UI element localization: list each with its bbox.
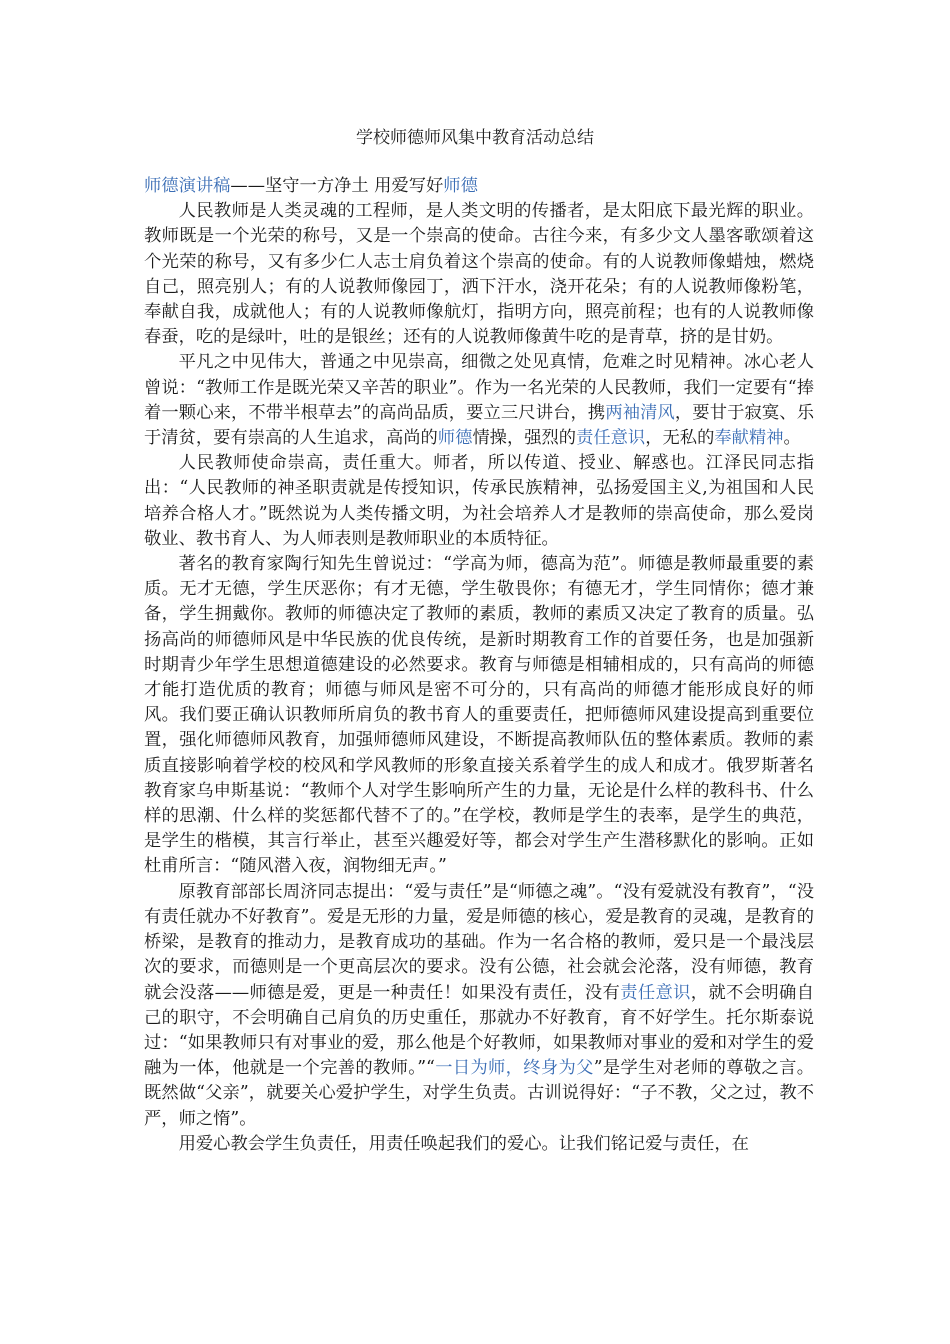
paragraph-5 xyxy=(144,880,814,1132)
link-speech-draft[interactable]: 师德演讲稿 xyxy=(144,176,231,196)
link-liangxiu-qingfeng[interactable]: 两袖清风 xyxy=(605,402,675,423)
link-yiri-weishi[interactable]: 一日为师，终身为父 xyxy=(434,1058,594,1079)
link-responsibility[interactable]: 责任意识 xyxy=(576,428,646,449)
document-body xyxy=(144,174,814,1157)
paragraph-1: 人民教师是人类灵魂的工程师，是人类文明的传播者，是太阳底下最光辉的职业。教师既是一个光荣的称号，又是一个崇高的使命。古往今来，有多少文人墨客歌颂着这个光荣的称号，又有多少仁人志士肩负着这个崇高的使命。有的人说教师像蜡烛，燃烧自己，照亮别人；有的人说教师像园丁，洒下汗水，浇开花朵；有的人说教师像粉笔，奉献自我，成就他人；有的人说教师像航灯，指明方向，照亮前程；也有的人说教师像春蚕，吃的是绿叶，吐的是银丝；还有的人说教师像黄牛吃的是青草，挤的是甘奶。 xyxy=(144,201,814,348)
paragraph-5-text: ”是学生对老师的尊敬之言。既然做“父亲”，就要关心爱护学生，对学生负责。古训说得好：“子不教，父之过，教不严，师之惰”。 xyxy=(144,1058,814,1129)
paragraph-2-text: 情操，强烈的 xyxy=(472,428,577,449)
paragraph-5-text: 原教育部部长周济同志提出：“爱与责任”是“师德之魂”。“没有爱就没有教育”，“没有责任就办不好教育”。爱是无形的力量，爱是师德的核心，爱是教育的灵魂，是教育的桥梁，是教育的推动力，是教育成功的基础。作为一名合格的教师，爱只是一个最浅层次的要求，而德则是一个更高层次的要求。没有公德，社会就会沦落，没有师德，教育就会没落——师德是爱，更是一种责任！如果没有责任，没有 xyxy=(144,881,814,1003)
paragraph-2-text: 。 xyxy=(783,428,801,449)
paragraph-3: 人民教师使命崇高，责任重大。师者，所以传道、授业、解惑也。江泽民同志指出：“人民教师的神圣职责就是传授知识，传承民族精神，弘扬爱国主义,为祖国和人民培养合格人才。”既然说为人类传播文明，为社会培养人才是教师的崇高使命，那么爱岗敬业、教书育人、为人师表则是教师职业的本质特征。 xyxy=(144,453,814,549)
paragraph-5-text: ，就不会明确自己的职守，不会明确自己肩负的历史重任，那就办不好教育，育不好学生。托尔斯泰说过：“如果教师只有对事业的爱，那么他是个好教师，如果教师对事业的爱和对学生的爱融为一体，他就是一个完善的教师。”“ xyxy=(144,982,814,1079)
paragraph-2-text: ，要甘于寂寞、乐于清贫，要有崇高的人生追求，高尚的 xyxy=(144,402,814,449)
document-title: 学校师德师风集中教育活动总结 xyxy=(356,128,594,148)
link-dedication[interactable]: 奉献精神 xyxy=(714,428,784,449)
paragraph-2-text: 平凡之中见伟大，普通之中见崇高，细微之处见真情，危难之时见精神。冰心老人曾说：“教师工作是既光荣又辛苦的职业”。作为一名光荣的人民教师，我们一定要有“捧着一颗心来，不带半根草去”的高尚品质，要立三尺讲台，携 xyxy=(144,352,814,423)
subtitle-text: ——坚守一方净土 用爱写好 xyxy=(230,176,444,196)
link-responsibility-2[interactable]: 责任意识 xyxy=(620,982,691,1003)
link-teacher-ethics[interactable]: 师德 xyxy=(443,176,478,196)
paragraph-4: 著名的教育家陶行知先生曾说过：“学高为师，德高为范”。师德是教师最重要的素质。无才无德，学生厌恶你；有才无德，学生敬畏你；有德无才，学生同情你；德才兼备，学生拥戴你。教师的师德决定了教师的素质，教师的素质又决定了教育的质量。弘扬高尚的师德师风是中华民族的优良传统，是新时期教育工作的首要任务，也是加强新时期青少年学生思想道德建设的必然要求。教育与师德是相辅相成的，只有高尚的师德才能打造优质的教育；师德与师风是密不可分的，只有高尚的师德才能形成良好的师风。我们要正确认识教师所肩负的教书育人的重要责任，把师德师风建设提高到重要位置，强化师德师风教育，加强师德师风建设，不断提高教师队伍的整体素质。教师的素质直接影响着学校的校风和学风教师的形象直接关系着学生的成人和成才。俄罗斯著名教育家乌申斯基说：“教师个人对学生影响所产生的力量，无论是什么样的教科书、什么样的思潮、什么样的奖惩都代替不了的。”在学校，教师是学生的表率，是学生的典范，是学生的楷模，其言行举止，甚至兴趣爱好等，都会对学生产生潜移默化的影响。正如杜甫所言：“随风潜入夜，润物细无声。” xyxy=(144,554,814,877)
speech-subtitle xyxy=(144,174,814,199)
paragraph-2-text: ，无私的 xyxy=(645,428,715,449)
link-shide[interactable]: 师德 xyxy=(437,428,473,449)
paragraph-6: 用爱心教会学生负责任，用责任唤起我们的爱心。让我们铭记爱与责任，在 xyxy=(178,1133,749,1154)
paragraph-2 xyxy=(144,350,814,451)
